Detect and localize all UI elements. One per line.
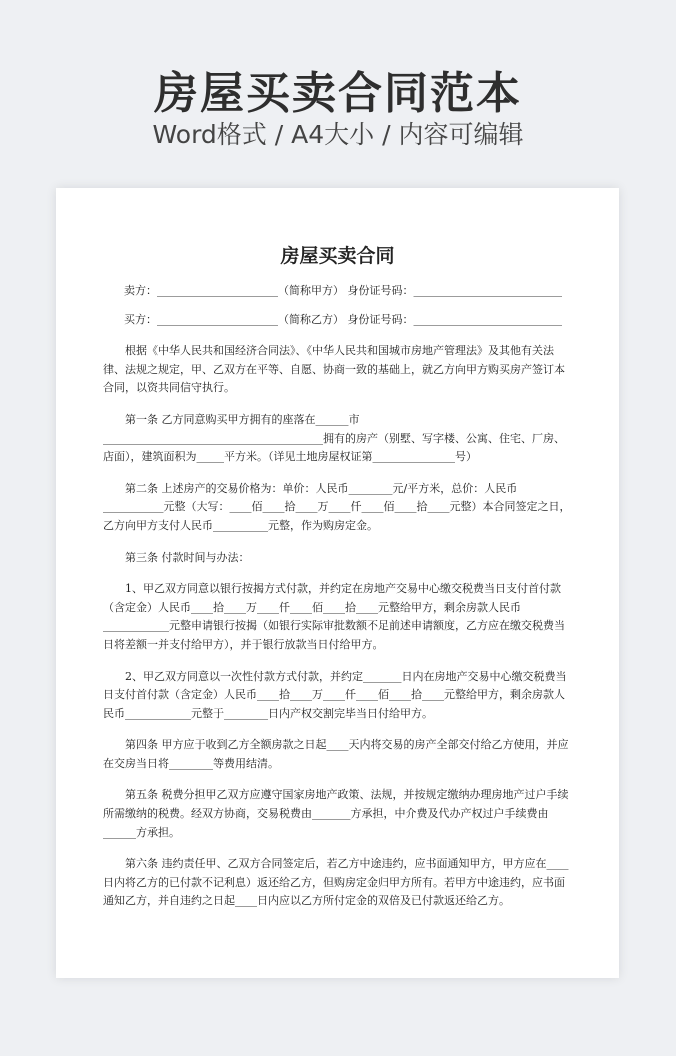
template-banner-subtitle: Word格式 / A4大小 / 内容可编辑 bbox=[152, 120, 524, 149]
clause-5: 第五条 税费分担甲乙双方应遵守国家房地产政策、法规，并按规定缴纳办理房地产过户手续所需缴纳的税费。经双方协商，交易税费由_______方承担，中介费及代办产权过户手续费由______方承担。 bbox=[103, 788, 569, 839]
seller-line: 卖方：______________________（简称甲方） 身份证号码：___________________________ bbox=[124, 284, 562, 297]
clause-3-item-2: 2、甲乙双方同意以一次性付款方式付款，并约定_______日内在房地产交易中心缴交税费当日支付首付款（含定金）人民币____拾____万____仟____佰____拾____元整给甲方，剩余房款人民币____________元整于________日内产权交割完毕当日付给甲方。 bbox=[103, 669, 567, 720]
clause-4: 第四条 甲方应于收到乙方全额房款之日起____天内将交易的房产全部交付给乙方使用，并应在交房当日将________等费用结清。 bbox=[103, 738, 569, 770]
clause-1: 第一条 乙方同意购买甲方拥有的座落在______市________________________________________拥有的房产（别墅、写字楼、公寓、住宅、厂房、店面），建筑面积为_____平方米。（详见土地房屋权证第_______________号） bbox=[103, 412, 565, 464]
buyer-line: 买方：______________________（简称乙方） 身份证号码：___________________________ bbox=[124, 312, 562, 326]
clause-3-item-1: 1、甲乙双方同意以银行按揭方式付款，并约定在房地产交易中心缴交税费当日支付首付款（含定金）人民币____拾____万____仟____佰____拾____元整给甲方，剩余房款人民币____________元整申请银行按揭（如银行实际审批数额不足前述申请额度，乙方应在缴交税费当日将差额一并支付给甲方），并于银行放款当日付给甲方。 bbox=[103, 582, 565, 651]
document-body bbox=[103, 282, 573, 911]
document-title: 房屋买卖合同 bbox=[280, 245, 395, 267]
clause-3-title: 第三条 付款时间与办法： bbox=[125, 550, 250, 564]
document-page bbox=[56, 188, 619, 978]
preamble-paragraph: 根据《中华人民共和国经济合同法》、《中华人民共和国城市房地产管理法》及其他有关法律、法规之规定，甲、乙双方在平等、自愿、协商一致的基础上，就乙方向甲方购买房产签订本合同，以资共同信守执行。 bbox=[103, 344, 565, 395]
clause-2: 第二条 上述房产的交易价格为：单价：人民币________元/平方米，总价：人民币___________元整（大写：____佰____拾____万____仟____佰____拾____元整）本合同签定之日，乙方向甲方支付人民币__________元整，作为购房定金。 bbox=[103, 481, 571, 532]
template-banner-title: 房屋买卖合同范本 bbox=[154, 68, 522, 119]
clause-6: 第六条 违约责任甲、乙双方合同签定后，若乙方中途违约，应书面通知甲方，甲方应在____日内将乙方的已付款不记利息）返还给乙方，但购房定金归甲方所有。若甲方中途违约，应书面通知乙方，并自违约之日起____日内应以乙方所付定金的双倍及已付款返还给乙方。 bbox=[103, 857, 569, 908]
